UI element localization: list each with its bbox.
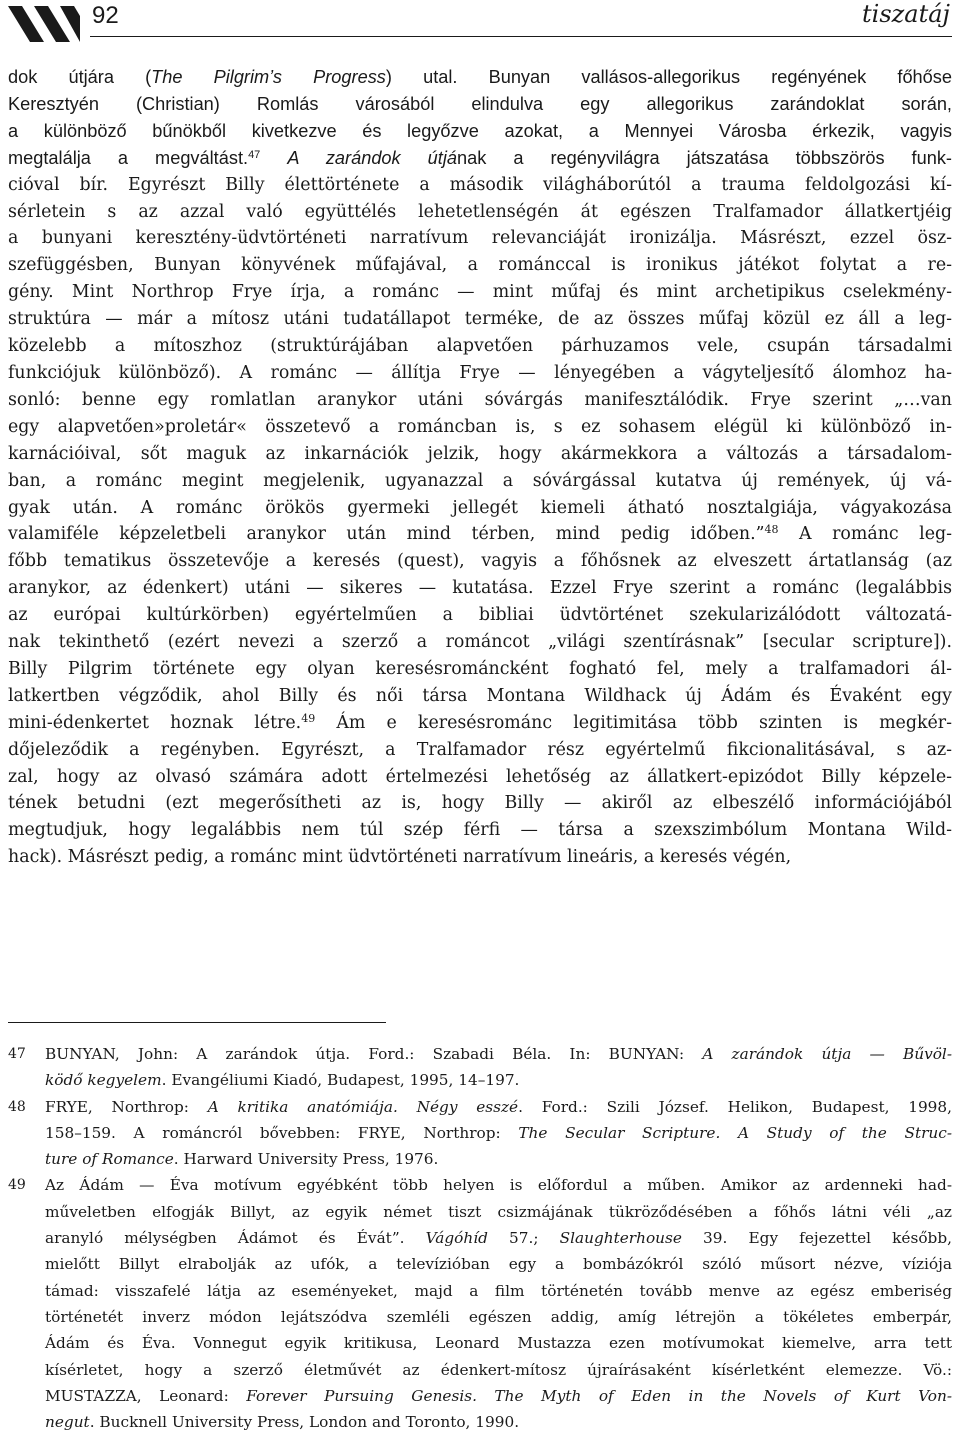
text-run: . Bucknell University Press, London and Toronto, 1990.: [89, 1413, 520, 1432]
body-line: [8, 252, 952, 279]
body-line: [8, 118, 952, 145]
text-run: karnációival, sőt maguk az inkarnációk jelzik, hogy akármekkora a változás a társadalom-: [8, 443, 952, 464]
footnote-line: [45, 1067, 952, 1093]
footnote-line: [45, 1120, 952, 1146]
body-line: [8, 333, 952, 360]
footnote-line: [45, 1172, 952, 1198]
footnote-text: [45, 1172, 952, 1435]
italic-run: ture of Romance: [45, 1150, 174, 1169]
text-run: Ám e keresésrománc legitimitása több szinten is megkér-: [315, 712, 952, 733]
text-run: . Evangéliumi Kiadó, Budapest, 1995, 14–197.: [161, 1071, 520, 1090]
text-run: Billy Pilgrim története egy olyan keresésrománcként fogható fel, mely a tralfamadori ál-: [8, 658, 952, 679]
text-run: Ádám és Éva. Vonnegut egyik kritikusa, Leonard Mustazza ezen motívumokat kiemelve, arra tett: [45, 1334, 952, 1353]
footnote-text: [45, 1041, 952, 1094]
text-run: egy alapvetően»proletár« összetevő a románcban is, s ez sohasem elégül ki különböző in-: [8, 416, 952, 437]
footnote-line: [45, 1409, 952, 1435]
footnote-text: [45, 1094, 952, 1173]
text-run: Az Ádám — Éva motívum egyébként több helyen is előfordul a műben. Amikor az ardenneki had-: [45, 1176, 952, 1195]
journal-logo-icon: [8, 6, 80, 42]
text-run: 57.;: [487, 1229, 560, 1248]
footnote-line: [45, 1278, 952, 1304]
footnote-line: [45, 1357, 952, 1383]
text-run: gyak után. A románc örökös gyermeki jellegét kiemeli átható nosztalgiája, vágyakozása: [8, 497, 952, 518]
body-line: [8, 414, 952, 441]
body-line: [8, 225, 952, 252]
italic-run: Slaughterhouse: [559, 1229, 682, 1248]
text-run: kísérletet, hogy a szerző életművét az édenkert-mítosz újraírásaként kísérletként elemezze. Vö.:: [45, 1360, 952, 1379]
text-run: gény. Mint Northrop Frye írja, a románc — mint műfaj és mint archetipikus cselekmény-: [8, 282, 952, 303]
text-run: tének betudni (ezt megerősítheti az is, hogy Billy — akiről az elbeszélő információjából: [8, 793, 952, 814]
text-run: közelebb a mítoszhoz (struktúrájában alapvetően párhuzamos vele, csupán társadalmi: [8, 336, 952, 357]
body-line: [8, 172, 952, 199]
body-line: [8, 548, 952, 575]
text-run: megtalálja a megváltást.: [8, 147, 249, 168]
footnote-line: [45, 1225, 952, 1251]
text-run: MUSTAZZA, Leonard:: [45, 1386, 247, 1405]
body-line: [8, 441, 952, 468]
footnote-reference: 48: [764, 523, 779, 537]
footnote-separator: [8, 1022, 386, 1023]
text-run: az európai kultúrkörben) egyértelműen a bibliai üdvtörténet szekularizálódott változatá-: [8, 605, 952, 626]
footnote-item: [8, 1041, 952, 1094]
italic-run: A zarándok útjá: [287, 147, 457, 168]
body-line: [8, 575, 952, 602]
text-run: sonló: benne egy romlatlan aranykor utáni sóvárgás manifesztálódik. Frye szerint „…van: [8, 389, 952, 410]
body-line: [8, 629, 952, 656]
text-run: műveletben elfogják Billyt, az egyik német tiszt csizmájának tükröződésében a főhős látni véli „az: [45, 1202, 952, 1221]
text-run: 39. Egy fejezettel később,: [681, 1229, 952, 1248]
footnote-number: 49: [8, 1177, 26, 1194]
italic-run: A zarándok útja — Bűvöl-: [702, 1045, 952, 1063]
text-run: mielőtt Billyt elrabolják az ufók, a televízióban egy a bombázókról szóló műsort nézve, víziója: [45, 1255, 952, 1274]
text-run: dőjeleződik a regényben. Egyrészt, a Tralfamador rész egyértelmű fikcionalitásával, s az-: [8, 739, 952, 760]
footnote-line: [45, 1094, 952, 1120]
body-line: [8, 279, 952, 306]
body-line: [8, 199, 952, 226]
text-run: ban, a románc megint megjelenik, ugyanazzal a sóvárgással kutatva új remények, új vá-: [8, 470, 952, 491]
body-line: [8, 790, 952, 817]
running-title: tiszatáj: [862, 0, 950, 28]
body-line: [8, 602, 952, 629]
body-line: [8, 64, 952, 91]
body-line: [8, 521, 952, 548]
italic-run: ködő kegyelem: [45, 1071, 162, 1090]
body-line: [8, 844, 952, 871]
italic-run: The Pilgrim’s Progress: [151, 67, 386, 87]
footnote-item: [8, 1172, 952, 1435]
body-line: [8, 306, 952, 333]
footnote-number: 48: [8, 1098, 26, 1115]
header-rule: [90, 36, 952, 37]
footnote-number: 47: [8, 1046, 26, 1062]
body-line: [8, 495, 952, 522]
body-line: [8, 764, 952, 791]
text-run: szefüggésben, Bunyan könyvének műfajával, a románccal is ironikus játékot folytat a re-: [8, 255, 952, 276]
footnote-line: [45, 1304, 952, 1330]
text-run: zal, hogy az olvasó számára adott értelmezési lehetőség az állatkert-epizódot Billy képzele-: [8, 766, 952, 787]
text-run: ) utal. Bunyan vallásos-allegorikus regényének főhőse: [385, 67, 953, 87]
footnote-line: [45, 1199, 952, 1225]
footnotes: [8, 1041, 952, 1435]
body-line: [8, 468, 952, 495]
text-run: hack). Másrészt pedig, a románc mint üdvtörténeti narratívum lineáris, a keresés végén,: [8, 847, 792, 868]
text-run: 158–159. A románcról bővebben: FRYE, Northrop:: [45, 1123, 519, 1142]
text-run: nak tekinthető (ezért nevezi a szerző a románcot „világi szentírásnak” [secular scripture]).: [8, 632, 952, 653]
text-run: megtudjuk, hogy legalábbis nem túl szép férfi — társa a szexszimbólum Montana Wild-: [8, 820, 952, 841]
body-line: [8, 683, 952, 710]
body-text: [8, 64, 952, 871]
text-run: történetét inverz módon lejátszódva szemléli egészen addig, amíg létrejön a tökéletes emberpár,: [45, 1307, 952, 1326]
text-run: támad: visszafelé látja az eseményeket, majd a film történetén tovább menve az egész emberiség: [45, 1281, 952, 1300]
italic-run: Vágóhíd: [425, 1229, 488, 1248]
page-number: 92: [92, 2, 119, 29]
text-run: . Ford.: Szili József. Helikon, Budapest, 1998,: [518, 1097, 953, 1116]
body-line: [8, 91, 952, 118]
footnote-line: [45, 1251, 952, 1277]
footnote-line: [45, 1146, 952, 1172]
text-run: A románc leg-: [778, 524, 952, 545]
page-header: [0, 0, 960, 52]
italic-run: The Secular Scripture. A Study of the Struc-: [518, 1123, 952, 1142]
text-run: FRYE, Northrop:: [45, 1097, 208, 1116]
body-line: [8, 817, 952, 844]
text-run: nak a regényvilágra játszatása többszörös funk-: [456, 147, 952, 168]
body-line: [8, 656, 952, 683]
text-run: latkertben végződik, ahol Billy és női társa Montana Wildhack új Ádám és Évaként egy: [8, 685, 952, 706]
footnote-line: [45, 1383, 952, 1409]
footnote-reference: 47: [248, 148, 261, 161]
text-run: aranykor, az édenkert) utáni — sikeres — kutatása. Ezzel Frye szerint a románc (legalábbis: [8, 578, 952, 599]
text-run: főbb tematikus összetevője a keresés (quest), vagyis a főhősnek az elveszett ártatlanság (az: [8, 551, 952, 572]
body-line: [8, 710, 952, 737]
italic-run: negut: [45, 1413, 90, 1432]
body-line: [8, 387, 952, 414]
text-run: . Harward University Press, 1976.: [173, 1150, 439, 1169]
text-run: cióval bír. Egyrészt Billy élettörténete a második világháborútól a trauma feldolgozási kí-: [8, 174, 952, 195]
footnote-reference: 49: [301, 711, 316, 725]
text-run: a különböző bűnökből kivetkezve és legyőzve azokat, a Mennyei Városba érkezik, vagyis: [8, 120, 952, 141]
text-run: sérletein s az azzal való együttélés lehetetlenségén át egészen Tralfamador állatkertjéig: [8, 201, 952, 222]
text-run: struktúra — már a mítosz utáni tudatállapot terméke, de az összes műfaj közül ez áll a leg-: [8, 309, 952, 330]
footnote-line: [45, 1041, 952, 1067]
footnote-item: [8, 1094, 952, 1173]
body-line: [8, 145, 952, 172]
text-run: funkciójuk különböző). A románc — állítja Frye — lényegében a vágyteljesítő álomhoz ha-: [8, 362, 952, 383]
text-run: aranyló mélységben Ádámot és Évát”.: [45, 1229, 426, 1248]
text-run: Keresztyén (Christian) Romlás városából elindulva egy allegorikus zarándoklat során,: [8, 93, 952, 114]
body-line: [8, 360, 952, 387]
italic-run: Forever Pursuing Genesis. The Myth of Eden in the Novels of Kurt Von-: [246, 1386, 952, 1405]
text-run: dok útjára (: [8, 67, 152, 87]
text-run: BUNYAN, John: A zarándok útja. Ford.: Szabadi Béla. In: BUNYAN:: [45, 1045, 703, 1063]
body-line: [8, 737, 952, 764]
footnote-line: [45, 1330, 952, 1356]
italic-run: A kritika anatómiája. Négy esszé: [207, 1097, 519, 1116]
text-run: [260, 148, 287, 168]
text-run: mini-édenkertet hoznak létre.: [8, 712, 302, 733]
text-run: a bunyani keresztény-üdvtörténeti narratívum relevanciáját ironizálja. Másrészt, ezzel ösz-: [8, 228, 952, 249]
text-run: valamiféle képzeletbeli aranykor után mind térben, mind pedig időben.”: [8, 524, 765, 545]
